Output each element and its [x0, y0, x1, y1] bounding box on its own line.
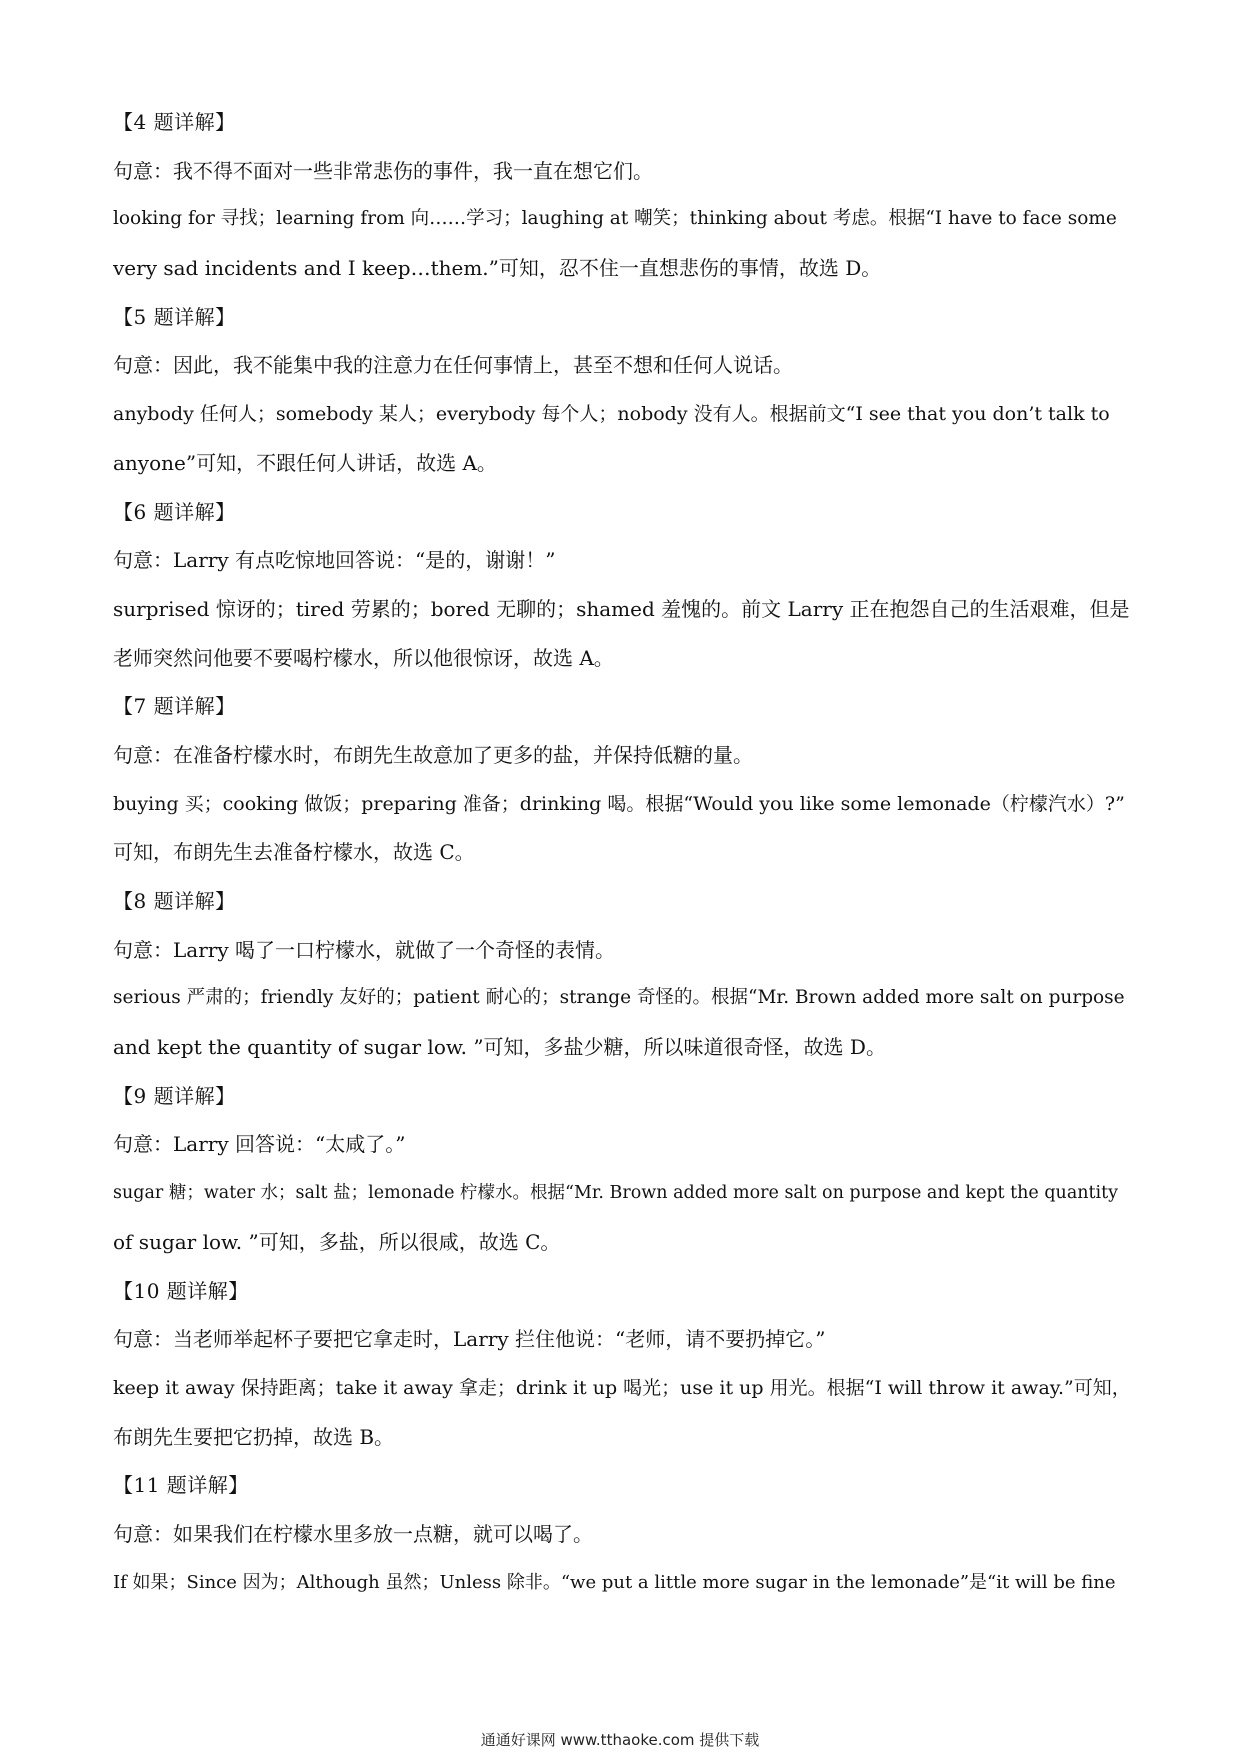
section-heading: 【11 题详解】: [113, 1473, 249, 1498]
paragraph-line: surprised 惊讶的；tired 劳累的；bored 无聊的；shamed 羞愧的。前文 Larry 正在抱怨自己的生活艰难，但是: [113, 596, 1130, 621]
section-heading: 【7 题详解】: [113, 694, 236, 719]
section-q7: [113, 682, 1133, 877]
paragraph-line: 句意：当老师举起杯子要把它拿走时，Larry 拦住他说：“老师，请不要扔掉它。”: [113, 1327, 826, 1352]
paragraph-line: serious 严肃的；friendly 友好的；patient 耐心的；strange 奇怪的。根据“Mr. Brown added more salt on purpose: [113, 987, 1125, 1009]
section-heading: 【9 题详解】: [113, 1083, 236, 1108]
paragraph-line: very sad incidents and I keep…them.”可知，忍不住一直想悲伤的事情，故选 D。: [113, 256, 882, 281]
paragraph-line: sugar 糖；water 水；salt 盐；lemonade 柠檬水。根据“Mr. Brown added more salt on purpose and kept the quantity: [113, 1183, 1119, 1204]
section-heading: 【10 题详解】: [113, 1278, 249, 1303]
paragraph-line: 句意：我不得不面对一些非常悲伤的事件，我一直在想它们。: [113, 158, 653, 183]
section-heading: 【4 题详解】: [113, 110, 236, 134]
paragraph-line: If 如果；Since 因为；Although 虽然；Unless 除非。“we put a little more sugar in the lemonade”是“it will be fine: [113, 1571, 1116, 1593]
paragraph-line: 句意：Larry 有点吃惊地回答说：“是的，谢谢！”: [113, 548, 556, 573]
paragraph-line: 句意：因此，我不能集中我的注意力在任何事情上，甚至不想和任何人说话。: [113, 353, 793, 378]
paragraph-line: buying 买；cooking 做饭；preparing 准备；drinking 喝。根据“Would you like some lemonade（柠檬汽水）?”: [113, 792, 1125, 815]
section-heading: 【5 题详解】: [113, 304, 236, 329]
paragraph-line: 可知，布朗先生去准备柠檬水，故选 C。: [113, 840, 475, 865]
paragraph-line: anyone”可知，不跟任何人讲话，故选 A。: [113, 450, 497, 475]
paragraph-line: and kept the quantity of sugar low. ”可知，多盐少糖，所以味道很奇怪，故选 D。: [113, 1035, 886, 1060]
paragraph-line: keep it away 保持距离；take it away 拿走；drink it up 喝光；use it up 用光。根据“I will throw it away.”可知，: [113, 1376, 1131, 1399]
paragraph-line: 句意：如果我们在柠檬水里多放一点糖，就可以喝了。: [113, 1521, 593, 1546]
paragraph-line: 句意：Larry 回答说：“太咸了。”: [113, 1132, 406, 1157]
section-q5: [113, 293, 1133, 488]
section-q10: [113, 1267, 1133, 1462]
section-q4: [113, 98, 1133, 293]
paragraph-line: anybody 任何人；somebody 某人；everybody 每个人；nobody 没有人。根据前文“I see that you don’t talk to: [113, 403, 1110, 426]
paragraph-line: looking for 寻找；learning from 向……学习；laughing at 嘲笑；thinking about 考虑。根据“I have to face some: [113, 208, 1117, 230]
section-q9: [113, 1072, 1133, 1267]
section-q6: [113, 488, 1133, 683]
section-heading: 【8 题详解】: [113, 889, 236, 913]
document-body: [113, 98, 1133, 1607]
paragraph-line: 句意：Larry 喝了一口柠檬水，就做了一个奇怪的表情。: [113, 937, 615, 962]
paragraph-line: 句意：在准备柠檬水时，布朗先生故意加了更多的盐，并保持低糖的量。: [113, 742, 753, 767]
paragraph-line: 老师突然问他要不要喝柠檬水，所以他很惊讶，故选 A。: [113, 645, 614, 670]
paragraph-line: 布朗先生要把它扔掉，故选 B。: [113, 1424, 395, 1449]
page-footer: 通通好课网 www.tthaoke.com 提供下载: [480, 1731, 760, 1749]
section-q11: [113, 1461, 1133, 1607]
paragraph-line: of sugar low. ”可知，多盐，所以很咸，故选 C。: [113, 1229, 561, 1254]
section-q8: [113, 877, 1133, 1072]
section-heading: 【6 题详解】: [113, 499, 236, 524]
